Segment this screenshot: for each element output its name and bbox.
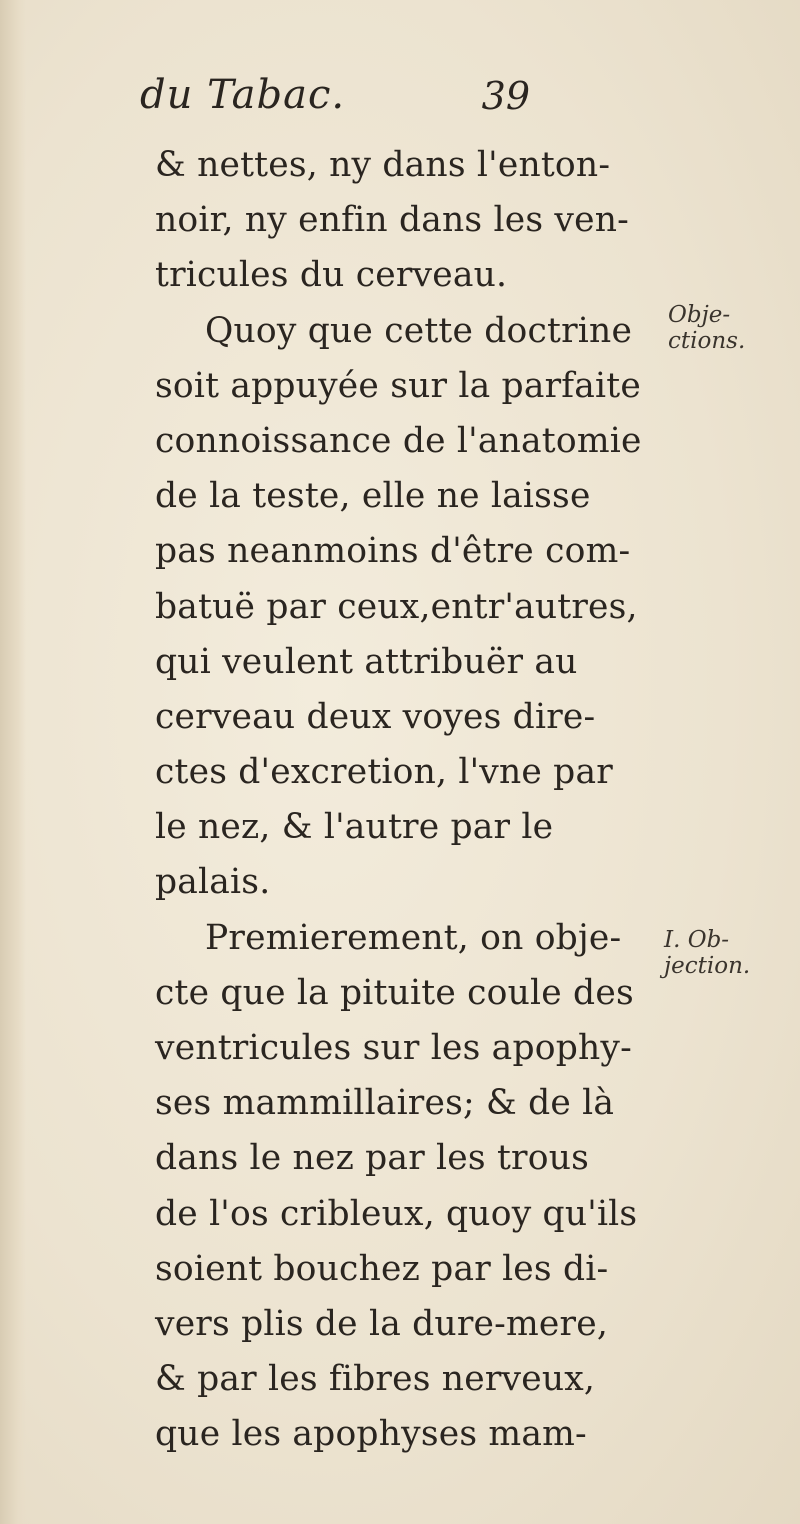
text-line: de l'os cribleux, quoy qu'ils (155, 1193, 638, 1234)
page-header (140, 72, 530, 132)
page-number: 39 (481, 74, 530, 118)
text-line: Premierement, on obje- (205, 917, 622, 958)
margin-note-line: ctions. (668, 328, 746, 354)
margin-note-line: I. Ob- (664, 927, 730, 953)
text-line: de la teste, elle ne laisse (155, 476, 591, 517)
text-line: tricules du cerveau. (155, 255, 508, 296)
margin-note-first-objection (664, 927, 750, 979)
body-text (155, 138, 642, 1463)
running-title: du Tabac. (140, 72, 346, 118)
page-gutter-shadow (0, 0, 26, 1524)
text-line: qui veulent attribuër au (155, 641, 578, 682)
text-line: cte que la pituite coule des (155, 972, 634, 1013)
text-line: & par les fibres nerveux, (155, 1359, 596, 1400)
margin-note-line: Obje- (668, 302, 731, 328)
text-line: le nez, & l'autre par le (155, 807, 554, 848)
text-line: Quoy que cette doctrine (205, 310, 633, 351)
text-line: ventricules sur les apophy- (155, 1028, 632, 1068)
text-line: soit appuyée sur la parfaite (155, 365, 641, 406)
text-line: dans le nez par les trous (155, 1138, 590, 1179)
text-line: cerveau deux voyes dire- (155, 696, 596, 737)
margin-note-line: jection. (664, 953, 751, 979)
text-line: batuë par ceux,entr'autres, (155, 586, 638, 627)
text-line: vers plis de la dure-mere, (155, 1303, 609, 1344)
margin-note-objections (668, 302, 745, 354)
text-line: noir, ny enfin dans les ven- (155, 200, 630, 241)
text-line: pas neanmoins d'être com- (155, 531, 631, 572)
text-line: connoissance de l'anatomie (155, 420, 642, 461)
text-line: ses mammillaires; & de là (155, 1083, 615, 1124)
text-line: soient bouchez par les di- (155, 1248, 609, 1289)
text-line: palais. (155, 862, 271, 903)
text-line: ctes d'excretion, l'vne par (155, 752, 613, 793)
text-line: que les apophyses mam- (155, 1414, 587, 1455)
text-line: & nettes, ny dans l'enton- (155, 145, 611, 185)
